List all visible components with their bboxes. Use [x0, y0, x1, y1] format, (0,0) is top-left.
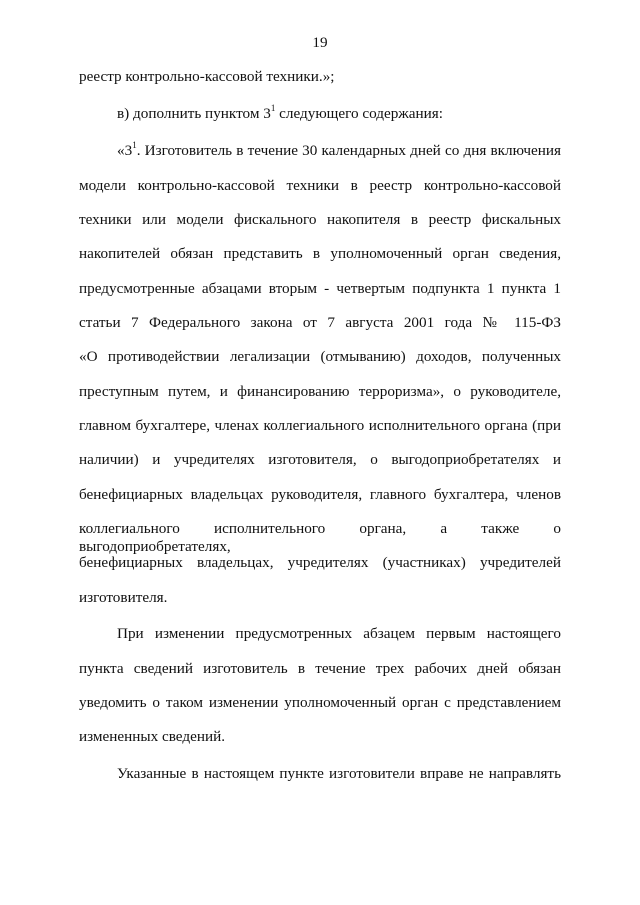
text-segment: «3: [117, 142, 133, 159]
text-line: При изменении предусмотренных абзацем первым настоящего: [117, 625, 561, 642]
text-line: бенефициарных владельцах, учредителях (участниках) учредителей: [79, 554, 561, 571]
text-line: уведомить о таком изменении уполномоченный орган с представлением: [79, 694, 561, 711]
page-number: 19: [312, 34, 328, 51]
text-segment: следующего содержания:: [275, 105, 443, 122]
text-segment: . Изготовитель в течение 30 календарных дней со дня включения: [136, 142, 561, 159]
text-line: предусмотренные абзацами вторым - четвертым подпункта 1 пункта 1: [79, 280, 561, 297]
text-line: модели контрольно-кассовой техники в реестр контрольно-кассовой: [79, 177, 561, 194]
text-line: бенефициарных владельцах руководителя, главного бухгалтера, членов: [79, 486, 561, 503]
text-line: коллегиального исполнительного органа, а также о выгодоприобретателях,: [79, 520, 561, 555]
text-line: изготовителя.: [79, 589, 168, 606]
text-line-clause-start: [117, 139, 561, 162]
text-line-amendment: [117, 102, 561, 123]
text-line: Указанные в настоящем пункте изготовители вправе не направлять: [117, 765, 561, 782]
text-line: реестр контрольно-кассовой техники.»;: [79, 68, 335, 85]
text-line: статьи 7 Федерального закона от 7 августа 2001 года № 115-ФЗ: [79, 314, 561, 331]
text-line: техники или модели фискального накопителя в реестр фискальных: [79, 211, 561, 228]
text-line: главном бухгалтере, членах коллегиального исполнительного органа (при: [79, 417, 561, 434]
text-line: преступным путем, и финансированию терроризма», о руководителе,: [79, 383, 561, 400]
text-segment: в) дополнить пунктом 3: [117, 105, 271, 122]
text-line: накопителей обязан представить в уполномоченный орган сведения,: [79, 245, 561, 262]
text-line: пункта сведений изготовитель в течение трех рабочих дней обязан: [79, 660, 561, 677]
text-line: измененных сведений.: [79, 728, 225, 745]
text-line: «О противодействии легализации (отмыванию) доходов, полученных: [79, 348, 561, 365]
superscript: 1: [132, 139, 137, 150]
superscript: 1: [270, 102, 276, 113]
text-line: наличии) и учредителях изготовителя, о выгодоприобретателях и: [79, 451, 561, 468]
